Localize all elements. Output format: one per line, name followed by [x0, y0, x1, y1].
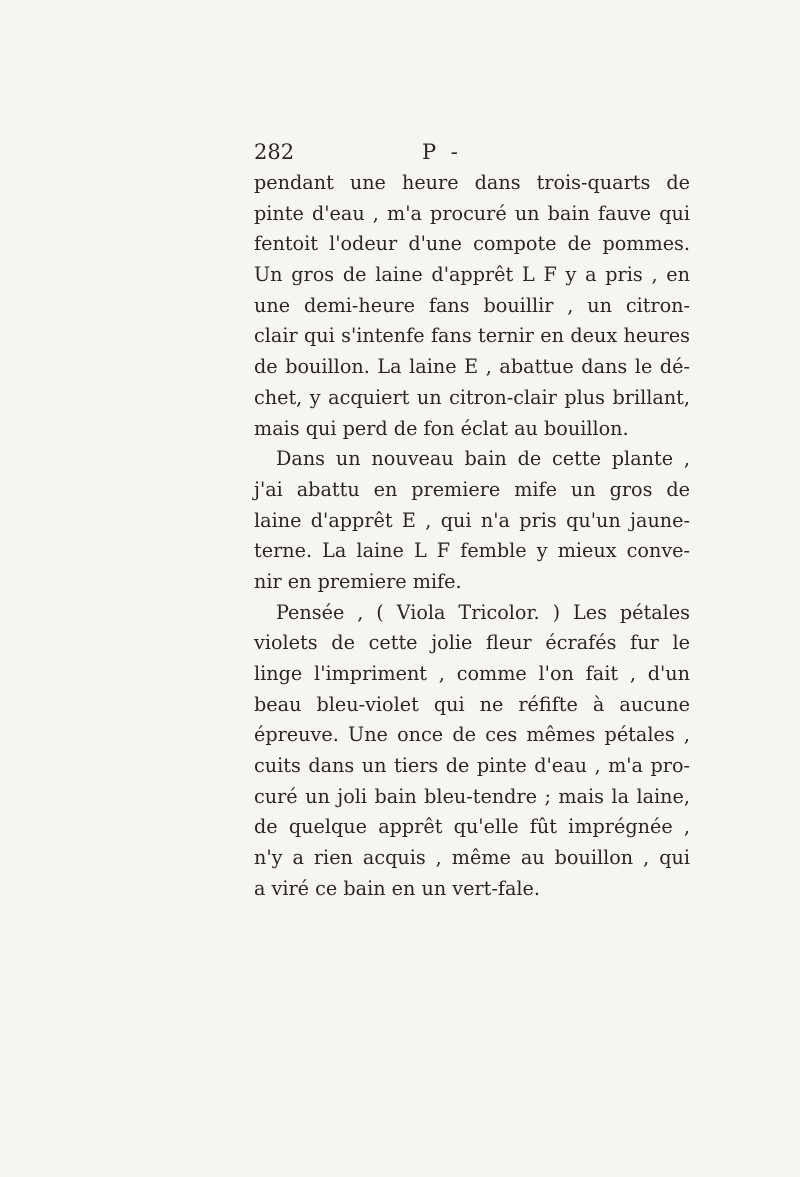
- text-line: Un gros de laine d'apprêt L F y a pris , en: [254, 263, 690, 287]
- running-head: P -: [422, 140, 462, 164]
- text-line: fentoit l'odeur d'une compote de pommes.: [254, 232, 690, 256]
- page-number: 282: [254, 140, 295, 164]
- text-line: épreuve. Une once de ces mêmes pétales ,: [254, 723, 690, 747]
- text-line: j'ai abattu en premiere mife un gros de: [254, 477, 690, 501]
- text-line: a viré ce bain en un vert-fale.: [254, 876, 540, 900]
- text-line: beau bleu-violet qui ne réfifte à aucune: [254, 692, 690, 716]
- text-line: mais qui perd de fon éclat au bouillon.: [254, 416, 629, 440]
- text-line: n'y a rien acquis , même au bouillon , qui: [254, 846, 690, 870]
- text-line: pendant une heure dans trois-quarts de: [254, 171, 690, 194]
- text-line: terne. La laine L F femble y mieux conve-: [254, 539, 690, 563]
- page-header: [254, 140, 674, 170]
- text-line: de bouillon. La laine E , abattue dans le dé-: [254, 355, 690, 379]
- text-line: chet, y acquiert un citron-clair plus brillant,: [254, 385, 690, 409]
- text-line: cuits dans un tiers de pinte d'eau , m'a pro-: [254, 754, 690, 778]
- text-line: linge l'impriment , comme l'on fait , d'un: [254, 662, 690, 685]
- text-line: Pensée , ( Viola Tricolor. ) Les pétales: [276, 600, 690, 624]
- text-line: violets de cette jolie fleur écrafés fur le: [254, 631, 690, 655]
- text-line: curé un joli bain bleu-tendre ; mais la laine,: [254, 784, 690, 808]
- text-line: Dans un nouveau bain de cette plante ,: [276, 447, 690, 471]
- text-line: nir en premiere mife.: [254, 569, 462, 593]
- text-line: une demi-heure fans bouillir , un citron-: [254, 293, 690, 317]
- text-line: laine d'apprêt E , qui n'a pris qu'un jaune-: [254, 508, 690, 532]
- body-text: [254, 168, 690, 905]
- text-line: clair qui s'intenfe fans ternir en deux heures: [254, 324, 690, 348]
- text-line: de quelque apprêt qu'elle fût imprégnée ,: [254, 815, 690, 839]
- text-line: pinte d'eau , m'a procuré un bain fauve qui: [254, 201, 690, 225]
